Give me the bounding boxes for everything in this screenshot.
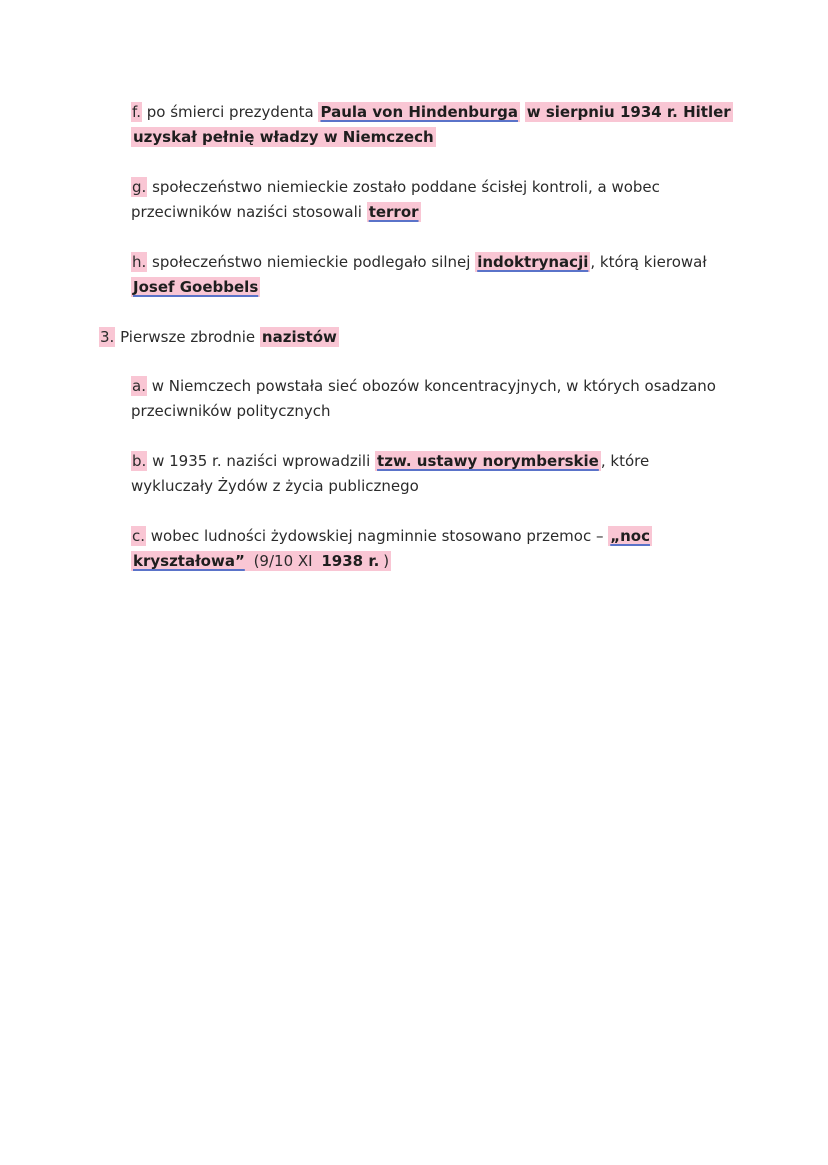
section-3-heading [99,325,719,350]
section-3-title: Pierwsze zbrodnie [115,328,260,346]
item-b-text-2: , które wykluczały Żydów z życia publicznego [131,452,650,495]
item-g-marker: g. [132,178,147,196]
item-c-text-1: wobec ludności żydowskiej nagminnie stosowano przemoc – [146,527,609,545]
section-3-keyword: nazistów [261,328,337,346]
section-3-number: 3. [100,328,115,346]
item-b-key-ustawy: tzw. ustawy norymberskie [377,452,599,470]
item-h-text-2: , którą kierował [590,253,707,271]
item-a-text-1: w Niemczech powstała sieć obozów koncentracyjnych, w których osadzano przeciwników politycznych [131,377,716,420]
item-f-bold-1: w sierpniu 1934 r. Hitler uzyskał pełnię władzy w Niemczech [133,103,731,146]
item-g-key-terror: terror [368,203,419,221]
item-h-key-goebbels: Josef Goebbels [133,278,259,296]
item-c-text-2: (9/10 XI [248,552,318,570]
item-a-marker: a. [132,377,146,395]
item-b-text-1: w 1935 r. naziści wprowadzili [147,452,376,470]
item-g-text-1: społeczeństwo niemieckie zostało poddane ścisłej kontroli, a wobec przeciwników naziści stosowali [131,178,660,221]
item-b-marker: b. [132,452,147,470]
item-h-key-indoktrynacji: indoktrynacji [477,253,589,271]
item-f-key-hindenburg: Paula von Hindenburga [320,103,518,121]
item-h [131,250,731,300]
item-c-bold-1: 1938 r. [321,552,380,570]
item-c-key-noc: „noc kryształowa” [133,527,650,570]
item-a [131,374,731,424]
item-c-text-3: ) [383,552,390,570]
item-f-marker: f. [132,103,141,121]
item-c [131,524,731,574]
item-h-text-1: społeczeństwo niemieckie podlegało silnej [147,253,476,271]
item-f [131,100,731,150]
item-b [131,449,731,499]
item-g [131,175,731,225]
item-c-marker: c. [132,527,146,545]
item-h-marker: h. [132,253,147,271]
item-f-text-1: po śmierci prezydenta [141,103,319,121]
